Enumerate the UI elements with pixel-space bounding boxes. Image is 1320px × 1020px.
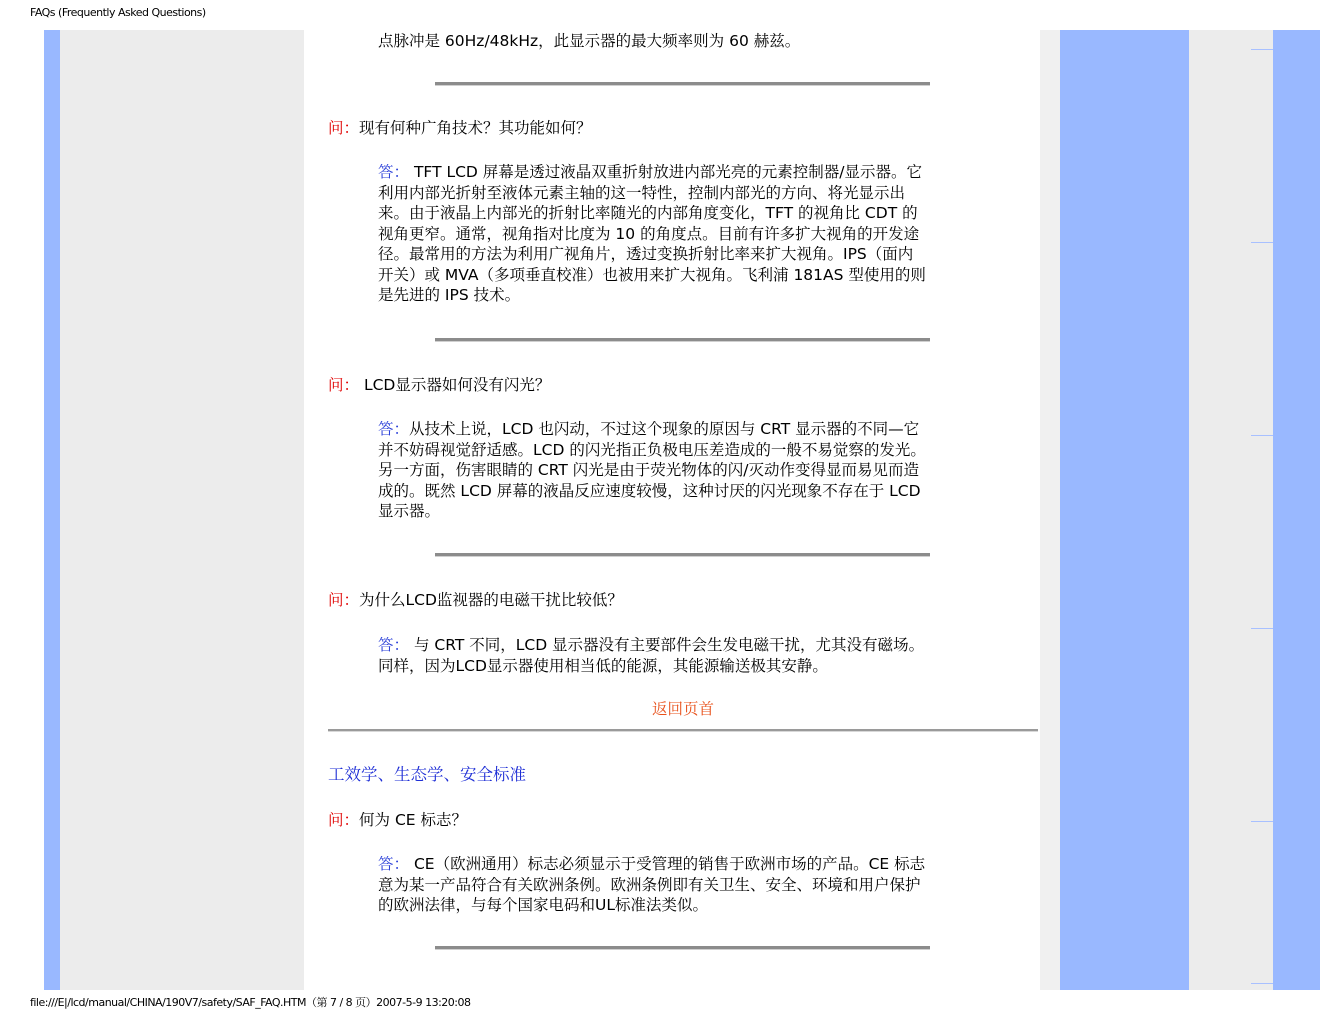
sidebar-divider (1251, 435, 1273, 436)
right-gray-gutter (1040, 30, 1060, 990)
faq-question (328, 590, 623, 611)
question-label: 问： (328, 811, 360, 829)
faq-question (328, 375, 550, 396)
answer-line: 并不妨碍视觉舒适感。LCD 的闪光指正负极电压差造成的一般不易觉察的发光。 (378, 440, 926, 459)
question-text: 何为 CE 标志？ (359, 811, 467, 829)
section-title[interactable]: 工效学、生态学、安全标准 (328, 765, 526, 784)
question-label: 问： (328, 119, 360, 137)
answer-line: 视角更窄。通常，视角指对比度为 10 的角度点。目前有许多扩大视角的开发途 (378, 224, 920, 243)
question-label: 问： (328, 376, 360, 394)
answer-line: 同样，因为LCD显示器使用相当低的能源，其能源输送极其安静。 (378, 656, 828, 675)
sidebar-divider (1251, 49, 1273, 50)
answer-line: 来。由于液晶上内部光的折射比率随光的内部角度变化，TFT 的视角比 CDT 的 (378, 204, 918, 222)
answer-label: 答： (378, 163, 410, 181)
answer-line: 答： CE（欧洲通用）标志必须显示于受管理的销售于欧洲市场的产品。CE 标志 (378, 855, 926, 873)
answer-line: 意为某一产品符合有关欧洲条例。欧洲条例即有关卫生、安全、环境和用户保护 (378, 875, 921, 894)
sidebar-divider (1251, 242, 1273, 243)
right-blue-sidebar (1060, 30, 1189, 990)
answer-line: 成的。既然 LCD 屏幕的液晶反应速度较慢，这种讨厌的闪光现象不存在于 LCD (378, 481, 921, 500)
answer-line: 答：从技术上说，LCD 也闪动，不过这个现象的原因与 CRT 显示器的不同—它 (378, 420, 920, 438)
question-text: 为什么LCD监视器的电磁干扰比较低？ (359, 591, 623, 609)
answer-line: 答： 与 CRT 不同，LCD 显示器没有主要部件会生发电磁干扰，尤其没有磁场。 (378, 636, 925, 654)
intro-line: 点脉冲是 60Hz/48kHz，此显示器的最大频率则为 60 赫兹。 (378, 32, 801, 50)
back-to-top-link[interactable]: 返回页首 (651, 700, 714, 718)
sidebar-divider (1251, 628, 1273, 629)
answer-label: 答： (378, 636, 410, 654)
answer-label: 答： (378, 420, 410, 438)
answer-line: 是先进的 IPS 技术。 (378, 286, 521, 304)
question-text: LCD显示器如何没有闪光？ (363, 376, 551, 394)
answer-line: 另一方面，伤害眼睛的 CRT 闪光是由于荧光物体的闪/灭动作变得显而易见而造 (378, 461, 920, 479)
answer-label: 答： (378, 855, 410, 873)
question-label: 问： (328, 591, 360, 609)
sidebar-divider (1251, 983, 1273, 984)
answer-line: 开关）或 MVA（多项垂直校准）也被用来扩大视角。飞利浦 181AS 型使用的则 (378, 265, 926, 284)
right-edge-blue-sidebar (1273, 30, 1320, 990)
faq-question (328, 118, 592, 139)
print-header: FAQs (Frequently Asked Questions) (30, 6, 206, 19)
separator (435, 553, 930, 557)
separator (435, 946, 930, 950)
answer-line: 的欧洲法律，与每个国家电码和UL标准法类似。 (378, 896, 708, 914)
print-footer: file:///E|/lcd/manual/CHINA/190V7/safety/SAF_FAQ.HTM（第 7 / 8 页）2007-5-9 13:20:08 (30, 996, 471, 1009)
faq-answer (378, 419, 984, 522)
separator (435, 338, 930, 342)
faq-question (328, 810, 467, 831)
separator (435, 82, 930, 86)
question-text: 现有何种广角技术？其功能如何？ (359, 119, 592, 137)
sidebar-divider (1251, 821, 1273, 822)
faq-answer (378, 635, 984, 676)
faq-answer (378, 162, 984, 306)
answer-line: 径。最常用的方法为利用广视角片，透过变换折射比率来扩大视角。IPS（面内 (378, 245, 914, 263)
answer-line: 显示器。 (378, 502, 441, 520)
faq-answer (378, 854, 984, 916)
section-separator (328, 729, 1038, 732)
left-blue-sidebar (44, 30, 60, 990)
answer-line: 答： TFT LCD 屏幕是透过液晶双重折射放进内部光亮的元素控制器/显示器。它 (378, 163, 923, 181)
answer-line: 利用内部光折射至液体元素主轴的这一特性，控制内部光的方向、将光显示出 (378, 183, 906, 202)
left-gray-sidebar (60, 30, 304, 990)
right-gray-sidebar (1189, 30, 1273, 990)
